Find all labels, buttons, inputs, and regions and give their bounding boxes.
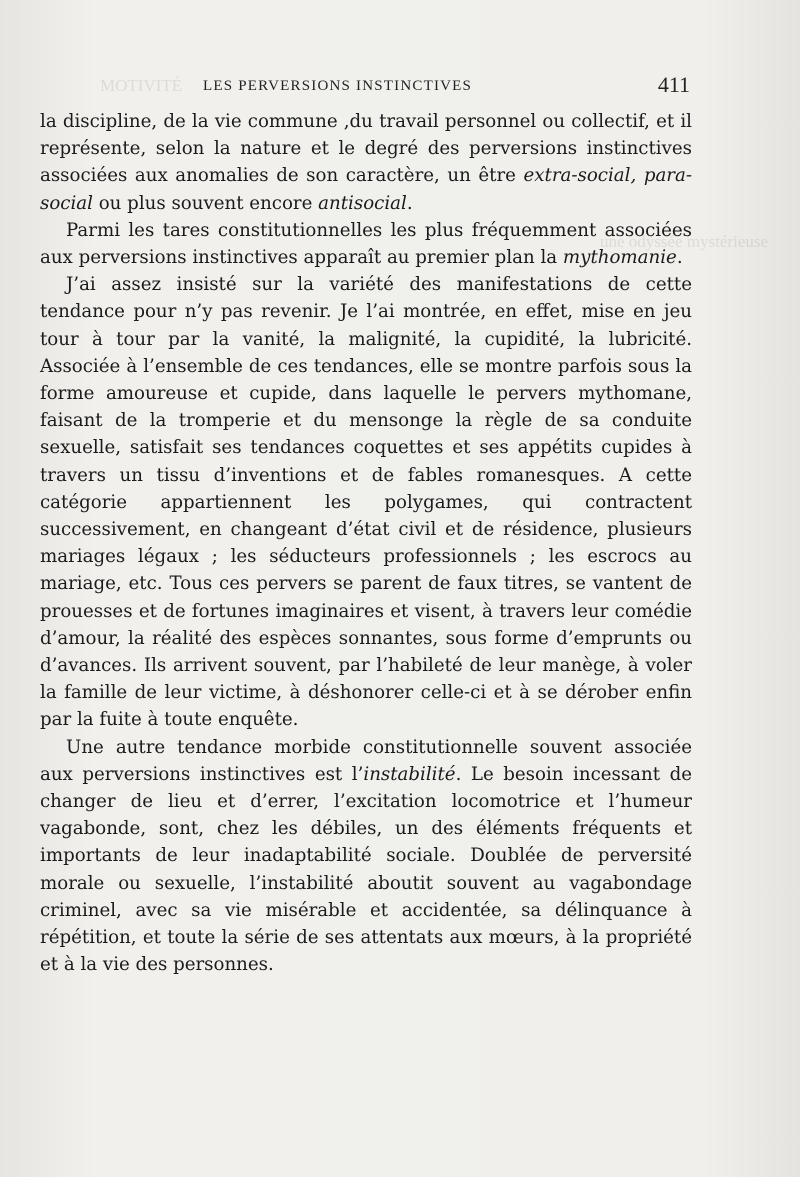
text-run: J’ai assez insisté sur la variété des manifestations de cette tendance pour n’y pas revenir. Je l’ai montrée, en effet, mise en jeu tour à tour par la vanité, la malignité, la cupidité, la lubricité. Associée à l’ensemble de ces tendances, elle se montre parfois sous la forme amoureuse et cupide, dans laquelle le pervers mythomane, faisant de la tromperie et du mensonge la règle de sa conduite sexuelle, satisfait ses tendances coquettes et ses appétits cupides à travers un tissu d’inventions et de fables romanesques. A cette catégorie appartiennent les polygames, qui contractent successivement, en changeant d’état civil et de résidence, plusieurs mariages légaux ; les séducteurs professionnels ; les escrocs au mariage, etc. Tous ces pervers se parent de faux titres, se vantent de prouesses et de fortunes imaginaires et visent, à travers leur comédie d’amour, la réalité des espèces sonnantes, sous forme d’emprunts ou d’avances. Ils arrivent souvent, par l’habileté de leur manège, à voler la famille de leur victime, à déshonorer celle-ci et à se dérober enfin par la fuite à toute enquête. xyxy=(40,274,692,731)
text-run: Parmi les tares constitutionnelles les plus fréquemment associées aux perversions instinctives apparaît au premier plan la xyxy=(40,219,692,269)
italic-term: mythomanie xyxy=(562,247,677,269)
text-run: la discipline, de la vie commune ,du travail personnel ou collectif, et il représente, selon la nature et le degré des perversions instinctives associées aux anomalies de son caractère, un être xyxy=(40,111,692,187)
show-through-text: MOTIVITÉ xyxy=(100,76,183,95)
text-run: ou plus souvent encore xyxy=(92,192,319,214)
body-text xyxy=(40,108,692,979)
paragraph xyxy=(40,217,692,271)
show-through-text: une odyssée mystérieuse xyxy=(600,232,769,251)
page-number: 411 xyxy=(657,72,690,97)
italic-term: instabilité xyxy=(363,763,456,785)
italic-term: antisocial xyxy=(318,192,407,214)
text-run: . xyxy=(406,192,413,214)
paragraph xyxy=(40,271,692,733)
paragraph xyxy=(40,108,692,217)
text-run: . Le besoin incessant de changer de lieu et d’errer, l’excitation locomotrice et l’humeur vagabonde, sont, chez les débiles, un des éléments fréquents et importants de leur inadaptabilité sociale. Doublée de perversité morale ou sexuelle, l’instabilité aboutit souvent au vagabondage criminel, avec sa vie misérable et accidentée, sa délinquance à répétition, et toute la série de ses attentats aux mœurs, à la propriété et à la vie des personnes. xyxy=(40,763,693,976)
italic-term: extra-social, para-social xyxy=(40,165,692,214)
paragraph xyxy=(40,734,692,979)
page-header xyxy=(40,72,690,100)
text-run: Une autre tendance morbide constitutionnelle souvent associée aux perversions instinctives est l’ xyxy=(40,736,692,785)
running-title: LES PERVERSIONS INSTINCTIVES xyxy=(203,78,473,94)
text-run: . xyxy=(676,247,683,269)
